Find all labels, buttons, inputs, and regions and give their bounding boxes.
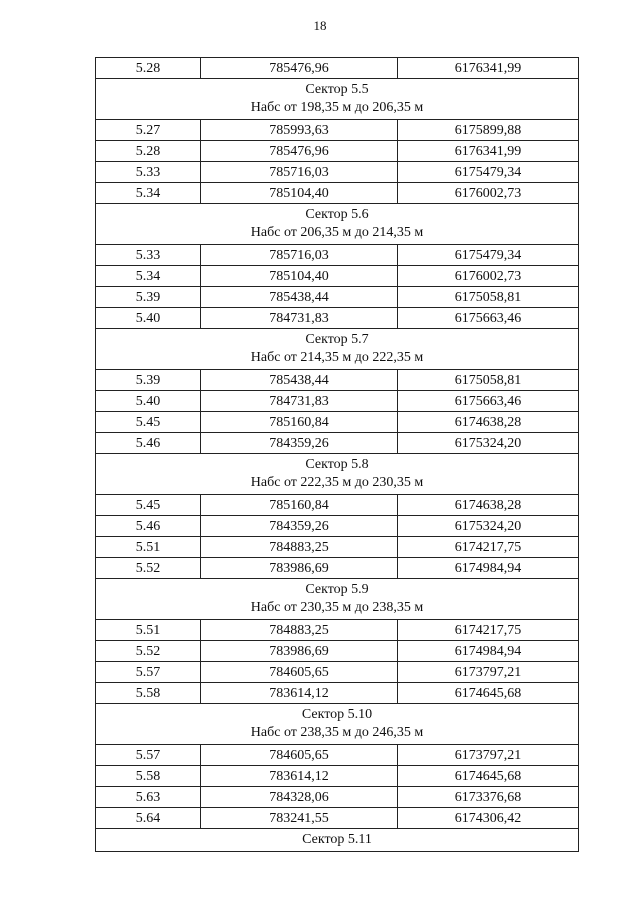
x-coordinate-cell: 785476,96 xyxy=(201,141,398,162)
point-number-cell: 5.34 xyxy=(96,266,201,287)
point-number-cell: 5.45 xyxy=(96,495,201,516)
y-coordinate-cell: 6174984,94 xyxy=(398,558,579,579)
y-coordinate-cell: 6174306,42 xyxy=(398,808,579,829)
sector-height-range: Набс от 230,35 м до 238,35 м xyxy=(250,600,424,615)
x-coordinate-cell: 784605,65 xyxy=(201,745,398,766)
table-row xyxy=(96,537,579,558)
y-coordinate-cell: 6173797,21 xyxy=(398,745,579,766)
table-row xyxy=(96,370,579,391)
sector-header-row xyxy=(96,79,579,120)
sector-title: Сектор 5.8 xyxy=(305,457,369,472)
x-coordinate-cell: 785438,44 xyxy=(201,370,398,391)
point-number-cell: 5.57 xyxy=(96,662,201,683)
point-number-cell: 5.57 xyxy=(96,745,201,766)
point-number-cell: 5.46 xyxy=(96,516,201,537)
sector-height-range: Набс от 206,35 м до 214,35 м xyxy=(250,225,424,240)
sector-header-row xyxy=(96,704,579,745)
x-coordinate-cell: 783986,69 xyxy=(201,641,398,662)
sector-height-range: Набс от 198,35 м до 206,35 м xyxy=(250,100,424,115)
point-number-cell: 5.40 xyxy=(96,391,201,412)
y-coordinate-cell: 6175663,46 xyxy=(398,308,579,329)
sector-header-cell xyxy=(96,704,579,745)
table-row xyxy=(96,245,579,266)
y-coordinate-cell: 6174217,75 xyxy=(398,537,579,558)
x-coordinate-cell: 784359,26 xyxy=(201,516,398,537)
table-row xyxy=(96,162,579,183)
x-coordinate-cell: 785160,84 xyxy=(201,495,398,516)
sector-title: Сектор 5.10 xyxy=(301,707,373,722)
table-row xyxy=(96,141,579,162)
y-coordinate-cell: 6174638,28 xyxy=(398,495,579,516)
x-coordinate-cell: 783614,12 xyxy=(201,683,398,704)
sector-title: Сектор 5.6 xyxy=(305,207,369,222)
sector-height-range: Набс от 214,35 м до 222,35 м xyxy=(250,350,424,365)
table-row xyxy=(96,745,579,766)
point-number-cell: 5.64 xyxy=(96,808,201,829)
y-coordinate-cell: 6174645,68 xyxy=(398,766,579,787)
point-number-cell: 5.34 xyxy=(96,183,201,204)
table-row xyxy=(96,287,579,308)
x-coordinate-cell: 784883,25 xyxy=(201,537,398,558)
y-coordinate-cell: 6175663,46 xyxy=(398,391,579,412)
sector-header-row xyxy=(96,454,579,495)
sector-header-row xyxy=(96,829,579,852)
x-coordinate-cell: 785993,63 xyxy=(201,120,398,141)
point-number-cell: 5.63 xyxy=(96,787,201,808)
y-coordinate-cell: 6176341,99 xyxy=(398,58,579,79)
point-number-cell: 5.45 xyxy=(96,412,201,433)
table-row xyxy=(96,766,579,787)
table-row xyxy=(96,620,579,641)
y-coordinate-cell: 6175479,34 xyxy=(398,245,579,266)
y-coordinate-cell: 6175324,20 xyxy=(398,433,579,454)
table-row xyxy=(96,558,579,579)
x-coordinate-cell: 784328,06 xyxy=(201,787,398,808)
table-row xyxy=(96,183,579,204)
point-number-cell: 5.33 xyxy=(96,162,201,183)
point-number-cell: 5.33 xyxy=(96,245,201,266)
point-number-cell: 5.58 xyxy=(96,683,201,704)
coordinates-table-body xyxy=(96,58,579,852)
sector-title: Сектор 5.11 xyxy=(302,832,372,847)
x-coordinate-cell: 784731,83 xyxy=(201,391,398,412)
y-coordinate-cell: 6174638,28 xyxy=(398,412,579,433)
table-row xyxy=(96,662,579,683)
point-number-cell: 5.28 xyxy=(96,58,201,79)
table-row xyxy=(96,641,579,662)
point-number-cell: 5.39 xyxy=(96,287,201,308)
table-row xyxy=(96,787,579,808)
x-coordinate-cell: 785104,40 xyxy=(201,266,398,287)
sector-header-cell xyxy=(96,329,579,370)
y-coordinate-cell: 6175058,81 xyxy=(398,287,579,308)
point-number-cell: 5.51 xyxy=(96,537,201,558)
sector-header-cell xyxy=(96,829,579,852)
y-coordinate-cell: 6174217,75 xyxy=(398,620,579,641)
x-coordinate-cell: 784605,65 xyxy=(201,662,398,683)
x-coordinate-cell: 785104,40 xyxy=(201,183,398,204)
table-row xyxy=(96,412,579,433)
page-number: 18 xyxy=(313,18,327,33)
point-number-cell: 5.39 xyxy=(96,370,201,391)
x-coordinate-cell: 785160,84 xyxy=(201,412,398,433)
y-coordinate-cell: 6175324,20 xyxy=(398,516,579,537)
coordinates-table xyxy=(95,57,579,852)
point-number-cell: 5.58 xyxy=(96,766,201,787)
table-row xyxy=(96,808,579,829)
y-coordinate-cell: 6176002,73 xyxy=(398,266,579,287)
y-coordinate-cell: 6176341,99 xyxy=(398,141,579,162)
y-coordinate-cell: 6176002,73 xyxy=(398,183,579,204)
sector-height-range: Набс от 222,35 м до 230,35 м xyxy=(250,475,424,490)
sector-header-cell xyxy=(96,454,579,495)
point-number-cell: 5.40 xyxy=(96,308,201,329)
y-coordinate-cell: 6174984,94 xyxy=(398,641,579,662)
point-number-cell: 5.52 xyxy=(96,641,201,662)
sector-title: Сектор 5.7 xyxy=(305,332,369,347)
table-row xyxy=(96,495,579,516)
x-coordinate-cell: 785438,44 xyxy=(201,287,398,308)
point-number-cell: 5.28 xyxy=(96,141,201,162)
x-coordinate-cell: 785476,96 xyxy=(201,58,398,79)
x-coordinate-cell: 784883,25 xyxy=(201,620,398,641)
sector-header-cell xyxy=(96,204,579,245)
y-coordinate-cell: 6173797,21 xyxy=(398,662,579,683)
table-row xyxy=(96,391,579,412)
y-coordinate-cell: 6174645,68 xyxy=(398,683,579,704)
point-number-cell: 5.27 xyxy=(96,120,201,141)
table-row xyxy=(96,516,579,537)
point-number-cell: 5.46 xyxy=(96,433,201,454)
x-coordinate-cell: 785716,03 xyxy=(201,245,398,266)
x-coordinate-cell: 784359,26 xyxy=(201,433,398,454)
table-row xyxy=(96,266,579,287)
table-row xyxy=(96,308,579,329)
point-number-cell: 5.51 xyxy=(96,620,201,641)
y-coordinate-cell: 6175058,81 xyxy=(398,370,579,391)
table-row xyxy=(96,58,579,79)
sector-height-range: Набс от 238,35 м до 246,35 м xyxy=(250,725,424,740)
y-coordinate-cell: 6175899,88 xyxy=(398,120,579,141)
y-coordinate-cell: 6173376,68 xyxy=(398,787,579,808)
table-row xyxy=(96,683,579,704)
x-coordinate-cell: 785716,03 xyxy=(201,162,398,183)
sector-title: Сектор 5.5 xyxy=(305,82,369,97)
y-coordinate-cell: 6175479,34 xyxy=(398,162,579,183)
point-number-cell: 5.52 xyxy=(96,558,201,579)
sector-header-cell xyxy=(96,79,579,120)
sector-header-row xyxy=(96,329,579,370)
sector-title: Сектор 5.9 xyxy=(305,582,369,597)
sector-header-cell xyxy=(96,579,579,620)
x-coordinate-cell: 783614,12 xyxy=(201,766,398,787)
x-coordinate-cell: 783241,55 xyxy=(201,808,398,829)
x-coordinate-cell: 784731,83 xyxy=(201,308,398,329)
sector-header-row xyxy=(96,204,579,245)
table-row xyxy=(96,120,579,141)
sector-header-row xyxy=(96,579,579,620)
x-coordinate-cell: 783986,69 xyxy=(201,558,398,579)
table-row xyxy=(96,433,579,454)
